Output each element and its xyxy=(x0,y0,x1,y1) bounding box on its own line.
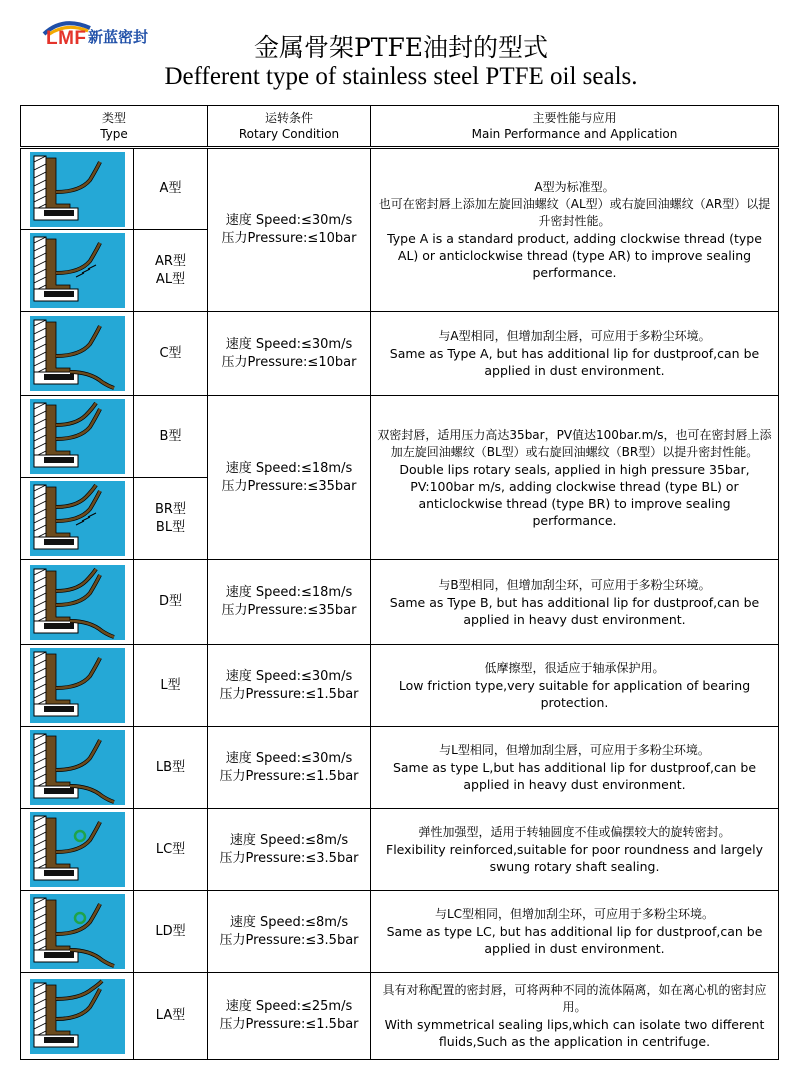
pressure-text: 压力Pressure:≤35bar xyxy=(221,603,357,618)
perf-en: Double lips rotary seals, applied in high pressure 35bar, PV:100bar m/s, adding clockwise thread (type BL) or anticlockwise thread (type BR) to improve sealing performance. xyxy=(399,461,750,528)
type-code: L型 xyxy=(134,645,208,727)
speed-text: 速度 Speed:≤8m/s xyxy=(229,914,349,930)
performance-cell xyxy=(371,973,779,1060)
header-perf-cn: 主要性能与应用 xyxy=(532,111,617,125)
seal-image-cell xyxy=(21,312,134,396)
seal-type-la-icon xyxy=(30,979,125,1054)
seal-image-cell xyxy=(21,645,134,727)
table-row xyxy=(21,891,779,973)
pressure-text: 压力Pressure:≤10bar xyxy=(221,354,357,370)
type-code: A型 xyxy=(134,148,208,230)
table-row xyxy=(21,148,779,230)
speed-text: 速度 Speed:≤30m/s xyxy=(225,336,353,352)
performance-cell xyxy=(371,396,779,560)
condition-cell xyxy=(208,809,371,891)
seal-type-a-icon xyxy=(30,152,125,227)
seal-type-table xyxy=(20,105,779,1060)
seal-type-c-icon xyxy=(30,316,125,391)
type-code: AR型 AL型 xyxy=(134,230,208,312)
table-row xyxy=(21,973,779,1060)
seal-image-cell xyxy=(21,560,134,645)
seal-type-lb-icon xyxy=(30,730,125,805)
condition-cell xyxy=(208,396,371,560)
seal-image-cell xyxy=(21,396,134,478)
seal-image-cell xyxy=(21,891,134,973)
header-type-cn: 类型 xyxy=(101,111,126,125)
pressure-text: 压力Pressure:≤1.5bar xyxy=(219,686,359,702)
header-condition xyxy=(208,106,371,148)
perf-cn: 也可在密封唇上添加左旋回油螺纹（AL型）或右旋回油螺纹（AR型）以提升密封性能。 xyxy=(378,197,771,228)
header-perf-en: Main Performance and Application xyxy=(471,127,678,141)
page-title-en: Defferent type of stainless steel PTFE oil seals. xyxy=(164,63,638,90)
pressure-text: 压力Pressure:≤10bar xyxy=(221,231,357,246)
perf-cn: 与B型相同，但增加刮尘环，可应用于多粉尘环境。 xyxy=(438,577,711,592)
seal-image-cell xyxy=(21,148,134,230)
type-code: D型 xyxy=(134,560,208,645)
speed-text: 速度 Speed:≤18m/s xyxy=(225,460,353,476)
table-row xyxy=(21,727,779,809)
table-row xyxy=(21,312,779,396)
header-cond-cn: 运转条件 xyxy=(264,111,313,125)
perf-en: Flexibility reinforced,suitable for poor roundness and largely swung rotary shaft sealing. xyxy=(386,842,763,874)
header-performance xyxy=(371,106,779,148)
speed-text: 速度 Speed:≤30m/s xyxy=(225,213,353,228)
condition-cell xyxy=(208,891,371,973)
condition-cell xyxy=(208,973,371,1060)
logo-name: 新蓝密封 xyxy=(88,28,149,46)
pressure-text: 压力Pressure:≤3.5bar xyxy=(219,850,359,866)
table-row xyxy=(21,809,779,891)
table-row xyxy=(21,396,779,478)
perf-cn: 双密封唇，适用压力高达35bar，PV值达100bar.m/s，也可在密封唇上添加左旋回油螺纹（BL型）或右旋回油螺纹（BR型）以提升密封性能。 xyxy=(377,427,772,459)
seal-image-cell xyxy=(21,809,134,891)
header-type-en: Type xyxy=(100,127,128,141)
seal-type-lc-icon xyxy=(30,812,125,887)
page-title-cn: 金属骨架PTFE油封的型式 xyxy=(253,33,549,62)
speed-text: 速度 Speed:≤30m/s xyxy=(225,668,353,684)
table-row xyxy=(21,645,779,727)
performance-cell xyxy=(371,312,779,396)
condition-cell xyxy=(208,727,371,809)
perf-en: Type A is a standard product, adding clockwise thread (type AL) or anticlockwise thread (type AR) to improve sealing performance. xyxy=(387,231,762,280)
perf-cn: 具有对称配置的密封唇，可将两种不同的流体隔离，如在离心机的密封应用。 xyxy=(382,983,767,1014)
condition-cell xyxy=(208,645,371,727)
pressure-text: 压力Pressure:≤1.5bar xyxy=(219,768,359,784)
seal-type-ar-icon xyxy=(30,233,125,308)
type-code: C型 xyxy=(134,312,208,396)
perf-en: Low friction type,very suitable for application of bearing protection. xyxy=(398,678,751,710)
seal-type-d-icon xyxy=(30,565,125,640)
seal-image-cell xyxy=(21,230,134,312)
performance-cell xyxy=(371,560,779,645)
seal-type-b-icon xyxy=(30,399,125,474)
perf-en: Same as Type B, but has additional lip for dustproof,can be applied in heavy dust environment. xyxy=(389,594,760,627)
type-code: BR型 BL型 xyxy=(134,478,208,560)
perf-cn: 与LC型相同，但增加刮尘环，可应用于多粉尘环境。 xyxy=(434,907,715,921)
pressure-text: 压力Pressure:≤3.5bar xyxy=(219,932,359,948)
type-code: B型 xyxy=(134,396,208,478)
condition-cell xyxy=(208,148,371,312)
perf-cn: 与A型相同，但增加刮尘唇，可应用于多粉尘环境。 xyxy=(438,329,711,343)
seal-type-l-icon xyxy=(30,648,125,723)
performance-cell xyxy=(371,148,779,312)
speed-text: 速度 Speed:≤30m/s xyxy=(225,750,353,766)
seal-image-cell xyxy=(21,478,134,560)
type-code: LB型 xyxy=(134,727,208,809)
perf-en: Same as Type A, but has additional lip for dustproof,can be applied in dust environment. xyxy=(389,346,760,378)
perf-cn: 弹性加强型，适用于转轴圆度不佳或偏摆较大的旋转密封。 xyxy=(418,825,731,839)
perf-cn: 低摩擦型，很适应于轴承保护用。 xyxy=(484,661,665,675)
speed-text: 速度 Speed:≤18m/s xyxy=(225,585,353,600)
header-type xyxy=(21,106,208,148)
perf-en: With symmetrical sealing lips,which can isolate two different fluids,Such as the application in centrifuge. xyxy=(384,1017,765,1049)
speed-text: 速度 Speed:≤25m/s xyxy=(225,999,353,1014)
seal-image-cell xyxy=(21,727,134,809)
performance-cell xyxy=(371,727,779,809)
performance-cell xyxy=(371,645,779,727)
type-code: LC型 xyxy=(134,809,208,891)
condition-cell xyxy=(208,312,371,396)
pressure-text: 压力Pressure:≤1.5bar xyxy=(219,1017,359,1032)
pressure-text: 压力Pressure:≤35bar xyxy=(221,478,357,494)
type-code: LA型 xyxy=(134,973,208,1060)
table-row xyxy=(21,560,779,645)
header-cond-en: Rotary Condition xyxy=(238,127,340,141)
perf-cn: A型为标准型。 xyxy=(534,180,615,194)
logo-brand: LMF xyxy=(46,28,87,49)
perf-en: Same as type L,but has additional lip for dustproof,can be applied in heavy dust environment. xyxy=(392,760,757,792)
speed-text: 速度 Speed:≤8m/s xyxy=(229,832,349,848)
perf-cn: 与L型相同，但增加刮尘唇，可应用于多粉尘环境。 xyxy=(439,743,710,757)
condition-cell xyxy=(208,560,371,645)
table-header-row xyxy=(21,106,779,148)
seal-type-br-icon xyxy=(30,481,125,556)
performance-cell xyxy=(371,809,779,891)
type-code: LD型 xyxy=(134,891,208,973)
perf-en: Same as type LC, but has additional lip for dustproof,can be applied in dust environment. xyxy=(386,924,763,956)
performance-cell xyxy=(371,891,779,973)
seal-type-ld-icon xyxy=(30,894,125,969)
seal-image-cell xyxy=(21,973,134,1060)
